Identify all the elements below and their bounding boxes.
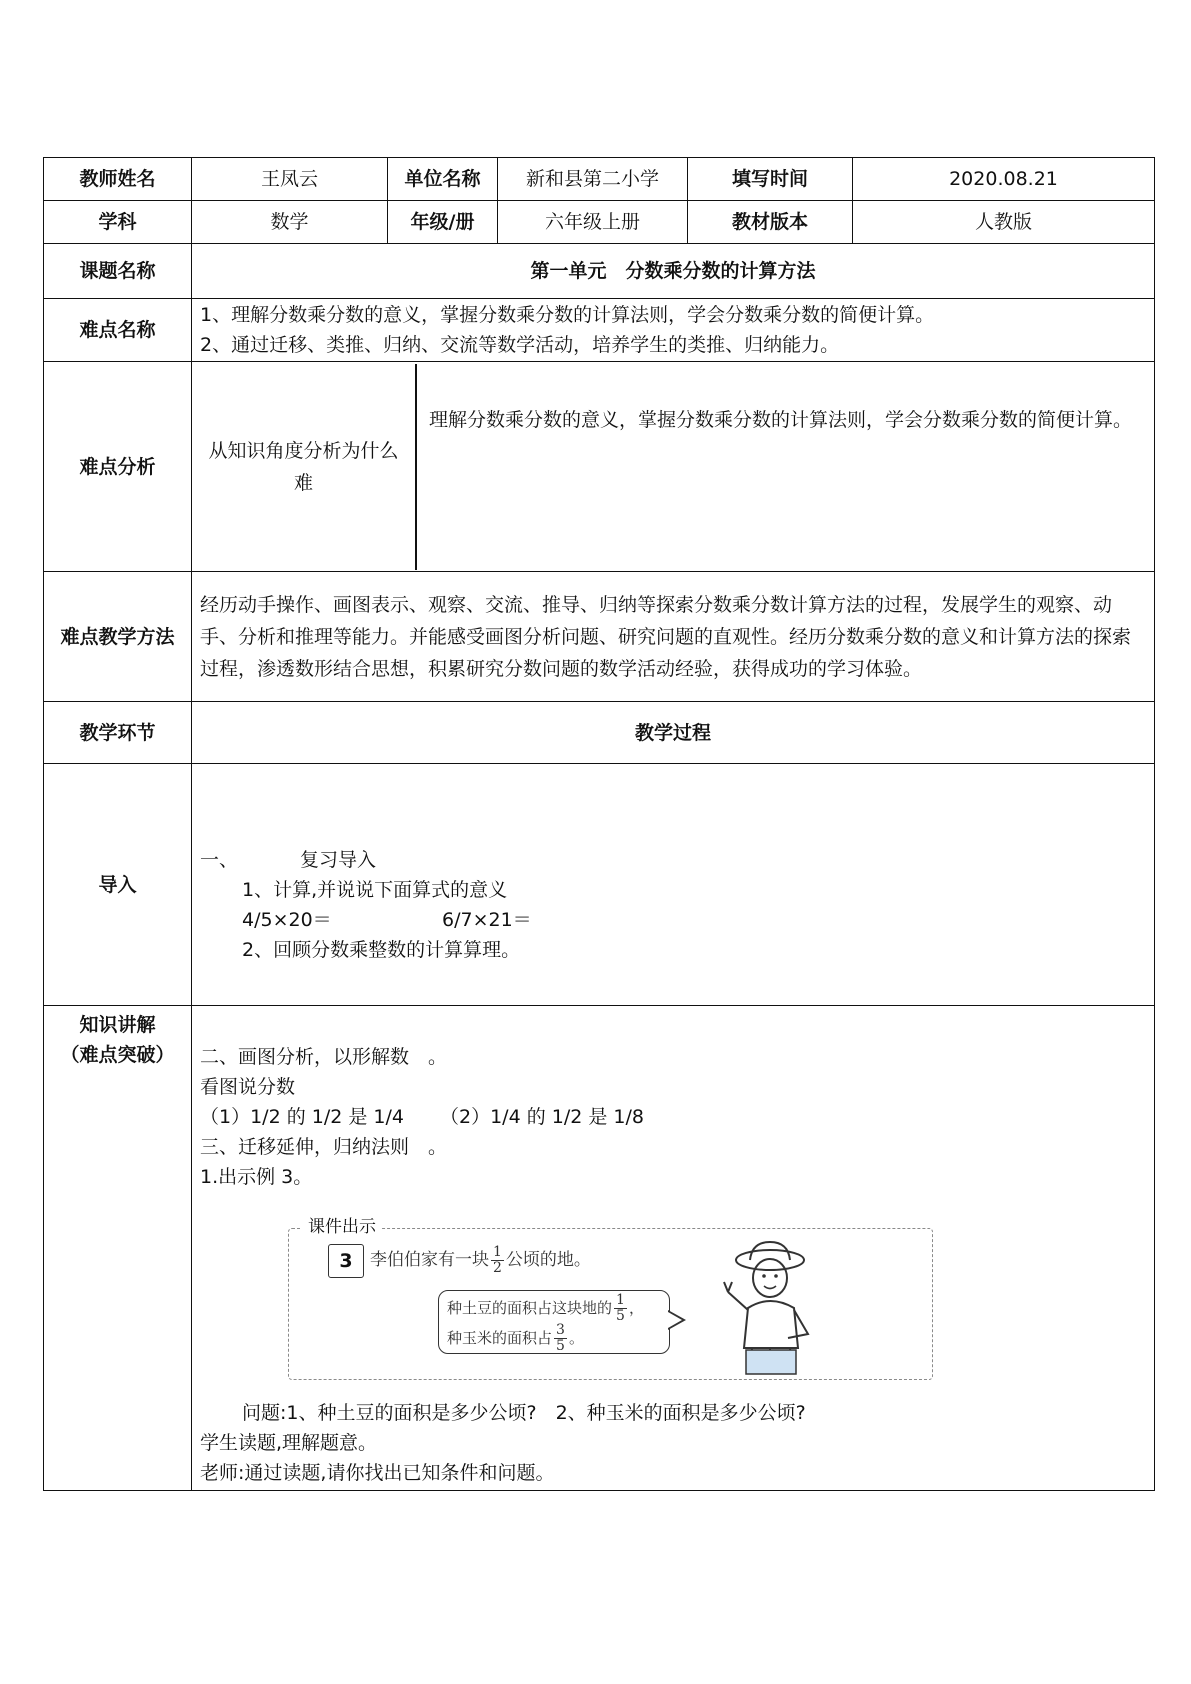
date-label: 填写时间 — [688, 158, 853, 201]
figure-text-after: 公顷的地。 — [505, 1250, 591, 1270]
figure-statement — [370, 1240, 591, 1280]
row-subject — [44, 201, 1155, 244]
subject-value: 数学 — [192, 201, 388, 244]
knowledge-line-7: 老师:通过读题,请你找出已知条件和问题。 — [200, 1462, 555, 1484]
difficulty-content — [192, 299, 1155, 362]
topic-label: 课题名称 — [44, 244, 192, 299]
knowledge-line-1: 二、画图分析，以形解数 。 — [200, 1046, 448, 1068]
lesson-plan-table — [43, 157, 1155, 1491]
subject-label: 学科 — [44, 201, 192, 244]
unit-label: 单位名称 — [388, 158, 498, 201]
intro-item-2: 2、回顾分数乘整数的计算算理。 — [242, 938, 521, 961]
speech-bubble — [438, 1290, 670, 1354]
bubble-frac-2-den: 5 — [556, 1337, 565, 1354]
analysis-sub-label: 从知识角度分析为什么难 — [192, 364, 417, 570]
unit-name: 新和县第二小学 — [498, 158, 688, 201]
analysis-content — [192, 362, 1155, 572]
intro-expr-2: 6/7×21＝ — [442, 908, 532, 931]
knowledge-line-3a: （1）1/2 的 1/2 是 1/4 — [200, 1106, 404, 1128]
edition-label: 教材版本 — [688, 201, 853, 244]
intro-heading-text: 复习导入 — [300, 848, 377, 871]
difficulty-label: 难点名称 — [44, 299, 192, 362]
bubble-frac-2-num: 3 — [556, 1321, 565, 1338]
topic-value: 第一单元 分数乘分数的计算方法 — [192, 244, 1155, 299]
grade-value: 六年级上册 — [498, 201, 688, 244]
knowledge-question: 问题:1、种土豆的面积是多少公顷? 2、种玉米的面积是多少公顷? — [242, 1402, 806, 1424]
example-number-badge: 3 — [328, 1244, 364, 1278]
knowledge-label-line-2: （难点突破） — [60, 1044, 175, 1066]
frac-half-den: 2 — [493, 1259, 502, 1276]
method-label: 难点教学方法 — [44, 572, 192, 702]
bubble-line-2-end: 。 — [568, 1329, 584, 1347]
analysis-label: 难点分析 — [44, 362, 192, 572]
process-title: 教学过程 — [192, 702, 1155, 764]
bubble-fraction-2 — [554, 1323, 567, 1354]
method-text: 经历动手操作、画图表示、观察、交流、推导、归纳等探索分数乘分数计算方法的过程，发展学生的观察、动手、分析和推理等能力。并能感受画图分析问题、研究问题的直观性。经历分数乘分数的意义和计算方法的探索过程，渗透数形结合思想，积累研究分数问题的数学活动经验，获得成功的学习体验。 — [192, 572, 1155, 702]
knowledge-label-line-1: 知识讲解 — [79, 1014, 156, 1036]
intro-heading-num: 一、 — [200, 848, 239, 871]
knowledge-line-3b: （2）1/4 的 1/2 是 1/8 — [440, 1106, 644, 1128]
analysis-text: 理解分数乘分数的意义，掌握分数乘分数的计算法则，学会分数乘分数的简便计算。 — [429, 408, 1133, 431]
teacher-label: 教师姓名 — [44, 158, 192, 201]
row-topic — [44, 244, 1155, 299]
intro-heading — [200, 845, 1146, 875]
intro-label-cell: 导入 — [44, 764, 192, 1006]
row-analysis — [44, 362, 1155, 572]
teacher-name: 王凤云 — [192, 158, 388, 201]
process-label: 教学环节 — [44, 702, 192, 764]
row-teacher — [44, 158, 1155, 201]
knowledge-line-5: 1.出示例 3。 — [200, 1166, 313, 1188]
row-method — [44, 572, 1155, 702]
bubble-frac-1-den: 5 — [616, 1307, 625, 1324]
figure-tag: 课件出示 — [302, 1214, 382, 1240]
intro-item-1: 1、计算,并说说下面算式的意义 — [242, 878, 508, 901]
row-knowledge — [44, 1006, 1155, 1491]
intro-expr-1: 4/5×20＝ — [242, 908, 332, 931]
grade-label: 年级/册 — [388, 201, 498, 244]
difficulty-line-1: 1、理解分数乘分数的意义，掌握分数乘分数的计算法则，学会分数乘分数的简便计算。 — [200, 304, 935, 326]
knowledge-line-3 — [200, 1102, 1146, 1132]
knowledge-line-6: 学生读题,理解题意。 — [200, 1432, 378, 1454]
intro-content — [192, 764, 1155, 1006]
bubble-fraction-1 — [614, 1293, 627, 1324]
figure-text-before: 李伯伯家有一块 — [370, 1250, 489, 1270]
knowledge-label — [44, 1006, 192, 1491]
bubble-line-1: 种土豆的面积占这块地的 — [447, 1299, 613, 1317]
figure-fraction-half — [491, 1245, 504, 1276]
bubble-frac-1-num: 1 — [616, 1291, 625, 1308]
difficulty-line-2: 2、通过迁移、类推、归纳、交流等数学活动，培养学生的类推、归纳能力。 — [200, 334, 840, 356]
frac-half-num: 1 — [493, 1243, 502, 1260]
knowledge-line-2: 看图说分数 — [200, 1076, 296, 1098]
bubble-line-1-end: ， — [628, 1299, 644, 1317]
date-value: 2020.08.21 — [853, 158, 1155, 201]
bubble-line-2: 种玉米的面积占 — [447, 1329, 553, 1347]
farmer-illustration — [718, 1238, 828, 1378]
intro-exprs — [200, 905, 1146, 935]
knowledge-line-4: 三、迁移延伸，归纳法则 。 — [200, 1136, 448, 1158]
courseware-figure — [288, 1210, 933, 1380]
edition-value: 人教版 — [853, 201, 1155, 244]
row-intro — [44, 764, 1155, 1006]
knowledge-content — [192, 1006, 1155, 1491]
row-process-header — [44, 702, 1155, 764]
bubble-tail-inner — [668, 1312, 682, 1328]
row-difficulty — [44, 299, 1155, 362]
